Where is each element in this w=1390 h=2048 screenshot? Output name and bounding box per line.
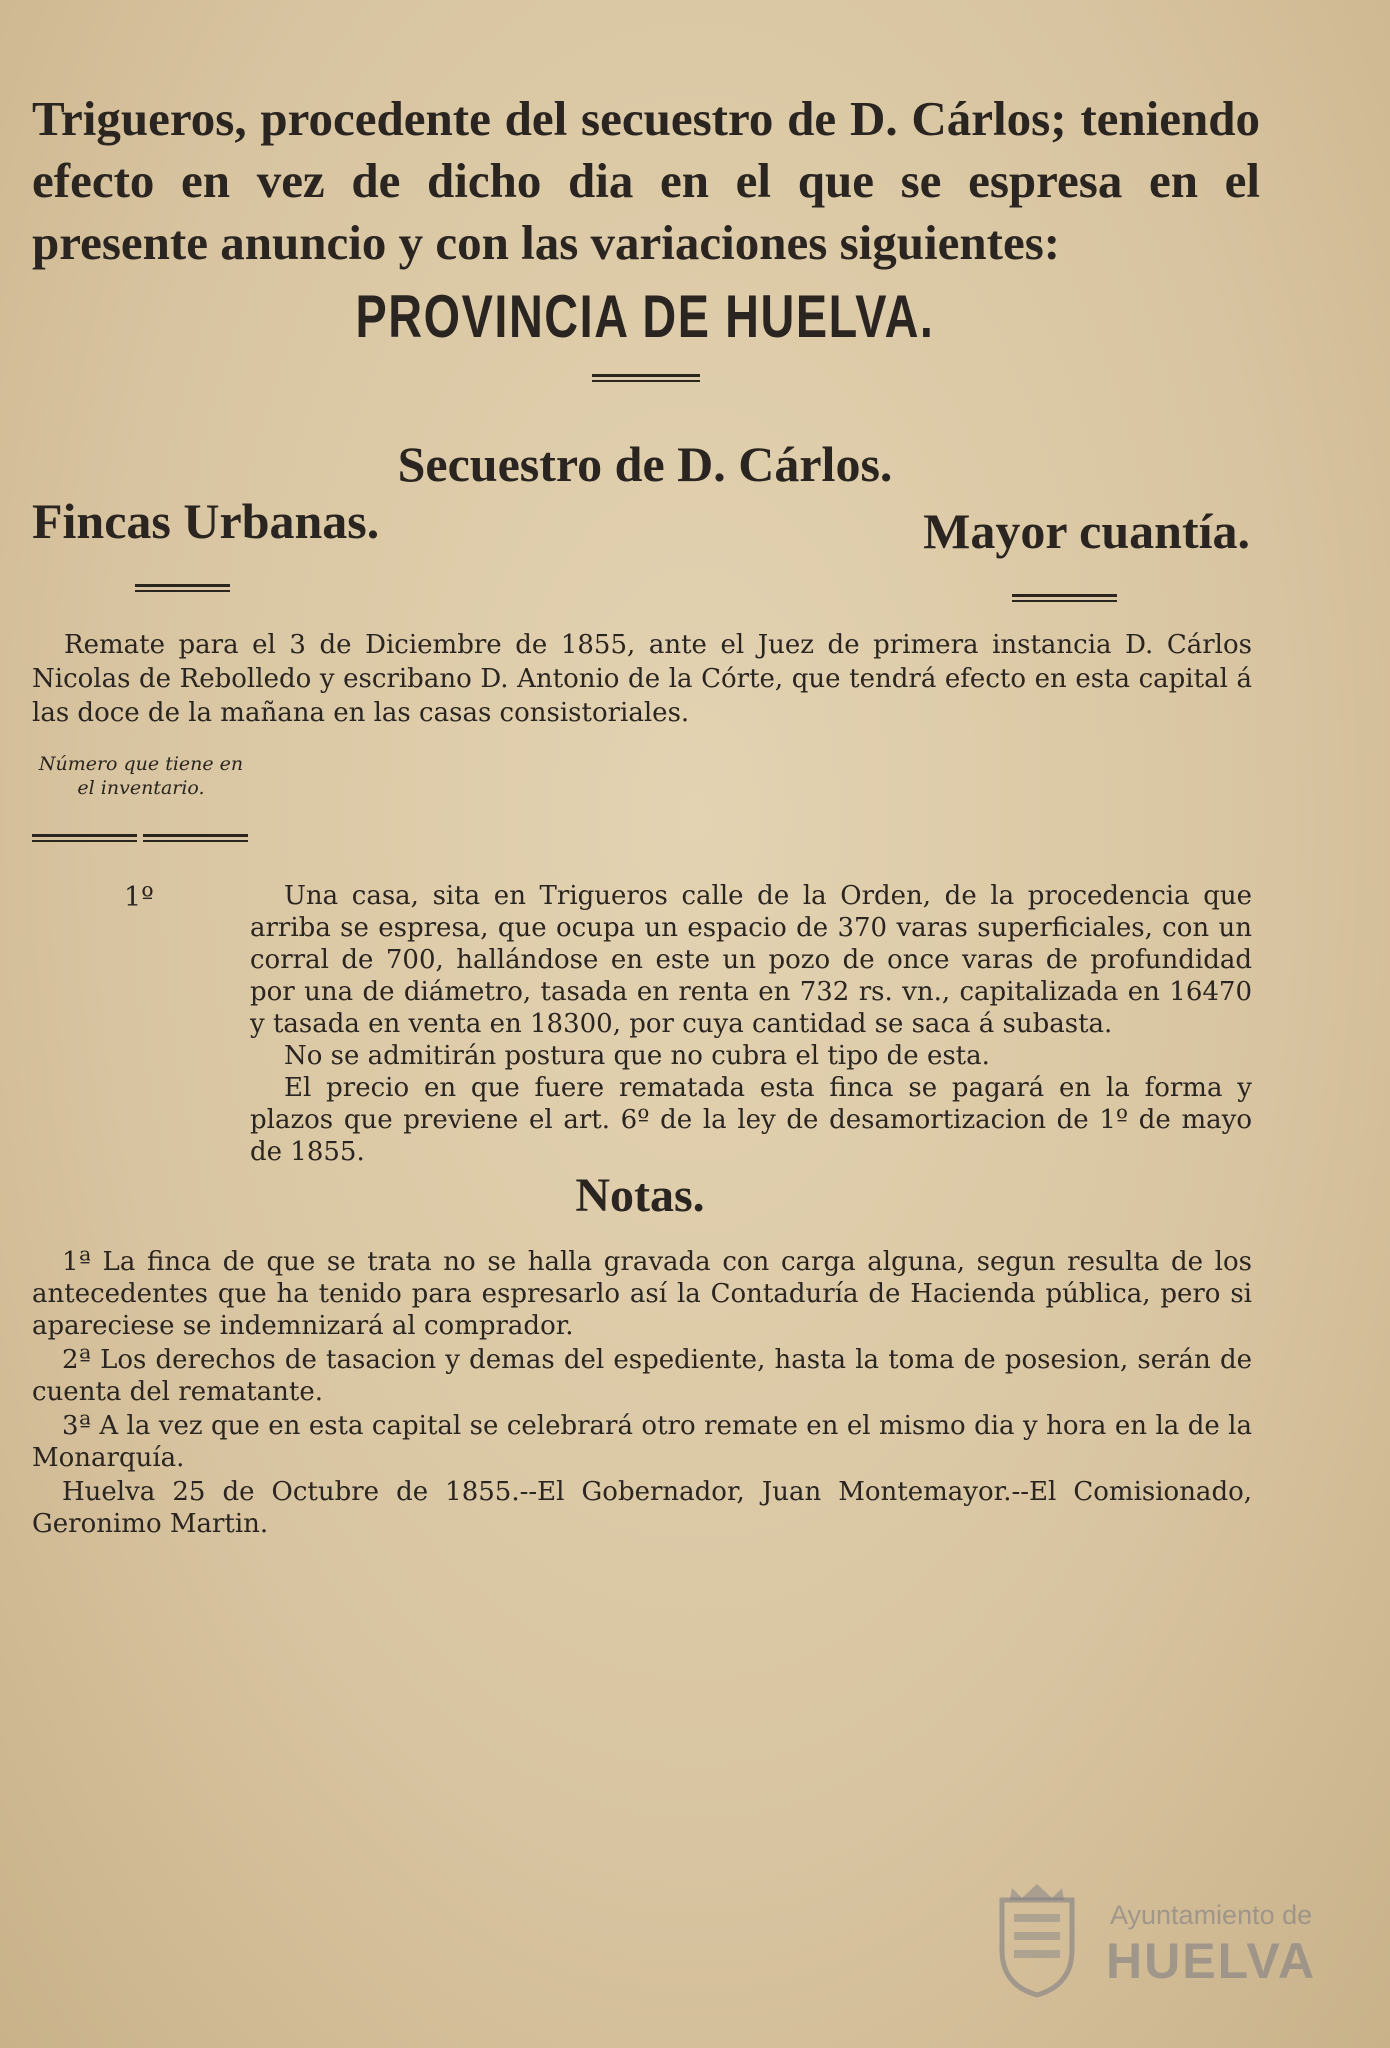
item-description xyxy=(250,880,1252,1168)
item-condition: No se admitirán postura que no cubra el tipo de esta. xyxy=(284,1041,990,1071)
auction-intro: Remate para el 3 de Diciembre de 1855, ante el Juez de primera instancia D. Cárlos Nicolas de Rebolledo y escribano D. Antonio de la Córte, que tendrá efecto en esta capital á las doce de la mañana en las casas consistoriales. xyxy=(32,630,1252,728)
notes-title: Notas. xyxy=(575,1169,705,1222)
right-heading: Mayor cuantía. xyxy=(923,503,1250,559)
watermark-line1: Ayuntamiento de xyxy=(1110,1900,1313,1930)
divider-rule xyxy=(135,584,230,587)
item-number: 1º xyxy=(124,882,154,913)
archive-watermark-logo xyxy=(992,1880,1332,2030)
note-item: 2ª Los derechos de tasacion y demas del espediente, hasta la toma de posesion, serán de cuenta del rematante. xyxy=(32,1345,1252,1407)
divider-rule xyxy=(143,834,248,837)
divider-rule xyxy=(1012,594,1117,597)
watermark-line2: HUELVA xyxy=(1106,1933,1317,1989)
section-title: Secuestro de D. Cárlos. xyxy=(397,436,893,492)
note-item: 1ª La finca de que se trata no se halla gravada con carga alguna, segun resulta de los antecedentes que ha tenido para espresarlo así la Contaduría de Hacienda pública, pero si apareciese se indemnizará al comprador. xyxy=(32,1247,1252,1341)
coat-of-arms-icon xyxy=(992,1880,1082,2000)
notes-list xyxy=(32,1246,1252,1542)
signature-line: Huelva 25 de Octubre de 1855.--El Gobernador, Juan Montemayor.--El Comisionado, Geronimo Martin. xyxy=(32,1477,1252,1539)
inventory-column-header: Número que tiene en el inventario. xyxy=(38,753,244,799)
note-item: 3ª A la vez que en esta capital se celebrará otro remate en el mismo dia y hora en la de la Monarquía. xyxy=(32,1411,1252,1473)
left-heading: Fincas Urbanas. xyxy=(32,493,380,549)
divider-rule xyxy=(592,374,700,377)
item-payment: El precio en que fuere rematada esta finca se pagará en la forma y plazos que previene el art. 6º de la ley de desamortizacion de 1º de mayo de 1855. xyxy=(250,1073,1252,1167)
lead-paragraph: Trigueros, procedente del secuestro de D. Cárlos; teniendo efecto en vez de dicho dia en el que se espresa en el presente anuncio y con las variaciones siguientes: xyxy=(32,91,1260,270)
item-description-text: Una casa, sita en Trigueros calle de la Orden, de la procedencia que arriba se espresa, que ocupa un espacio de 370 varas superficiales, con un corral de 700, hallándose en este un pozo de once varas de profundidad por una de diámetro, tasada en renta en 732 rs. vn., capitalizada en 16470 y tasada en venta en 18300, por cuya cantidad se saca á subasta. xyxy=(250,881,1252,1039)
province-title: PROVINCIA DE HUELVA. xyxy=(355,283,935,350)
divider-rule xyxy=(32,834,137,837)
